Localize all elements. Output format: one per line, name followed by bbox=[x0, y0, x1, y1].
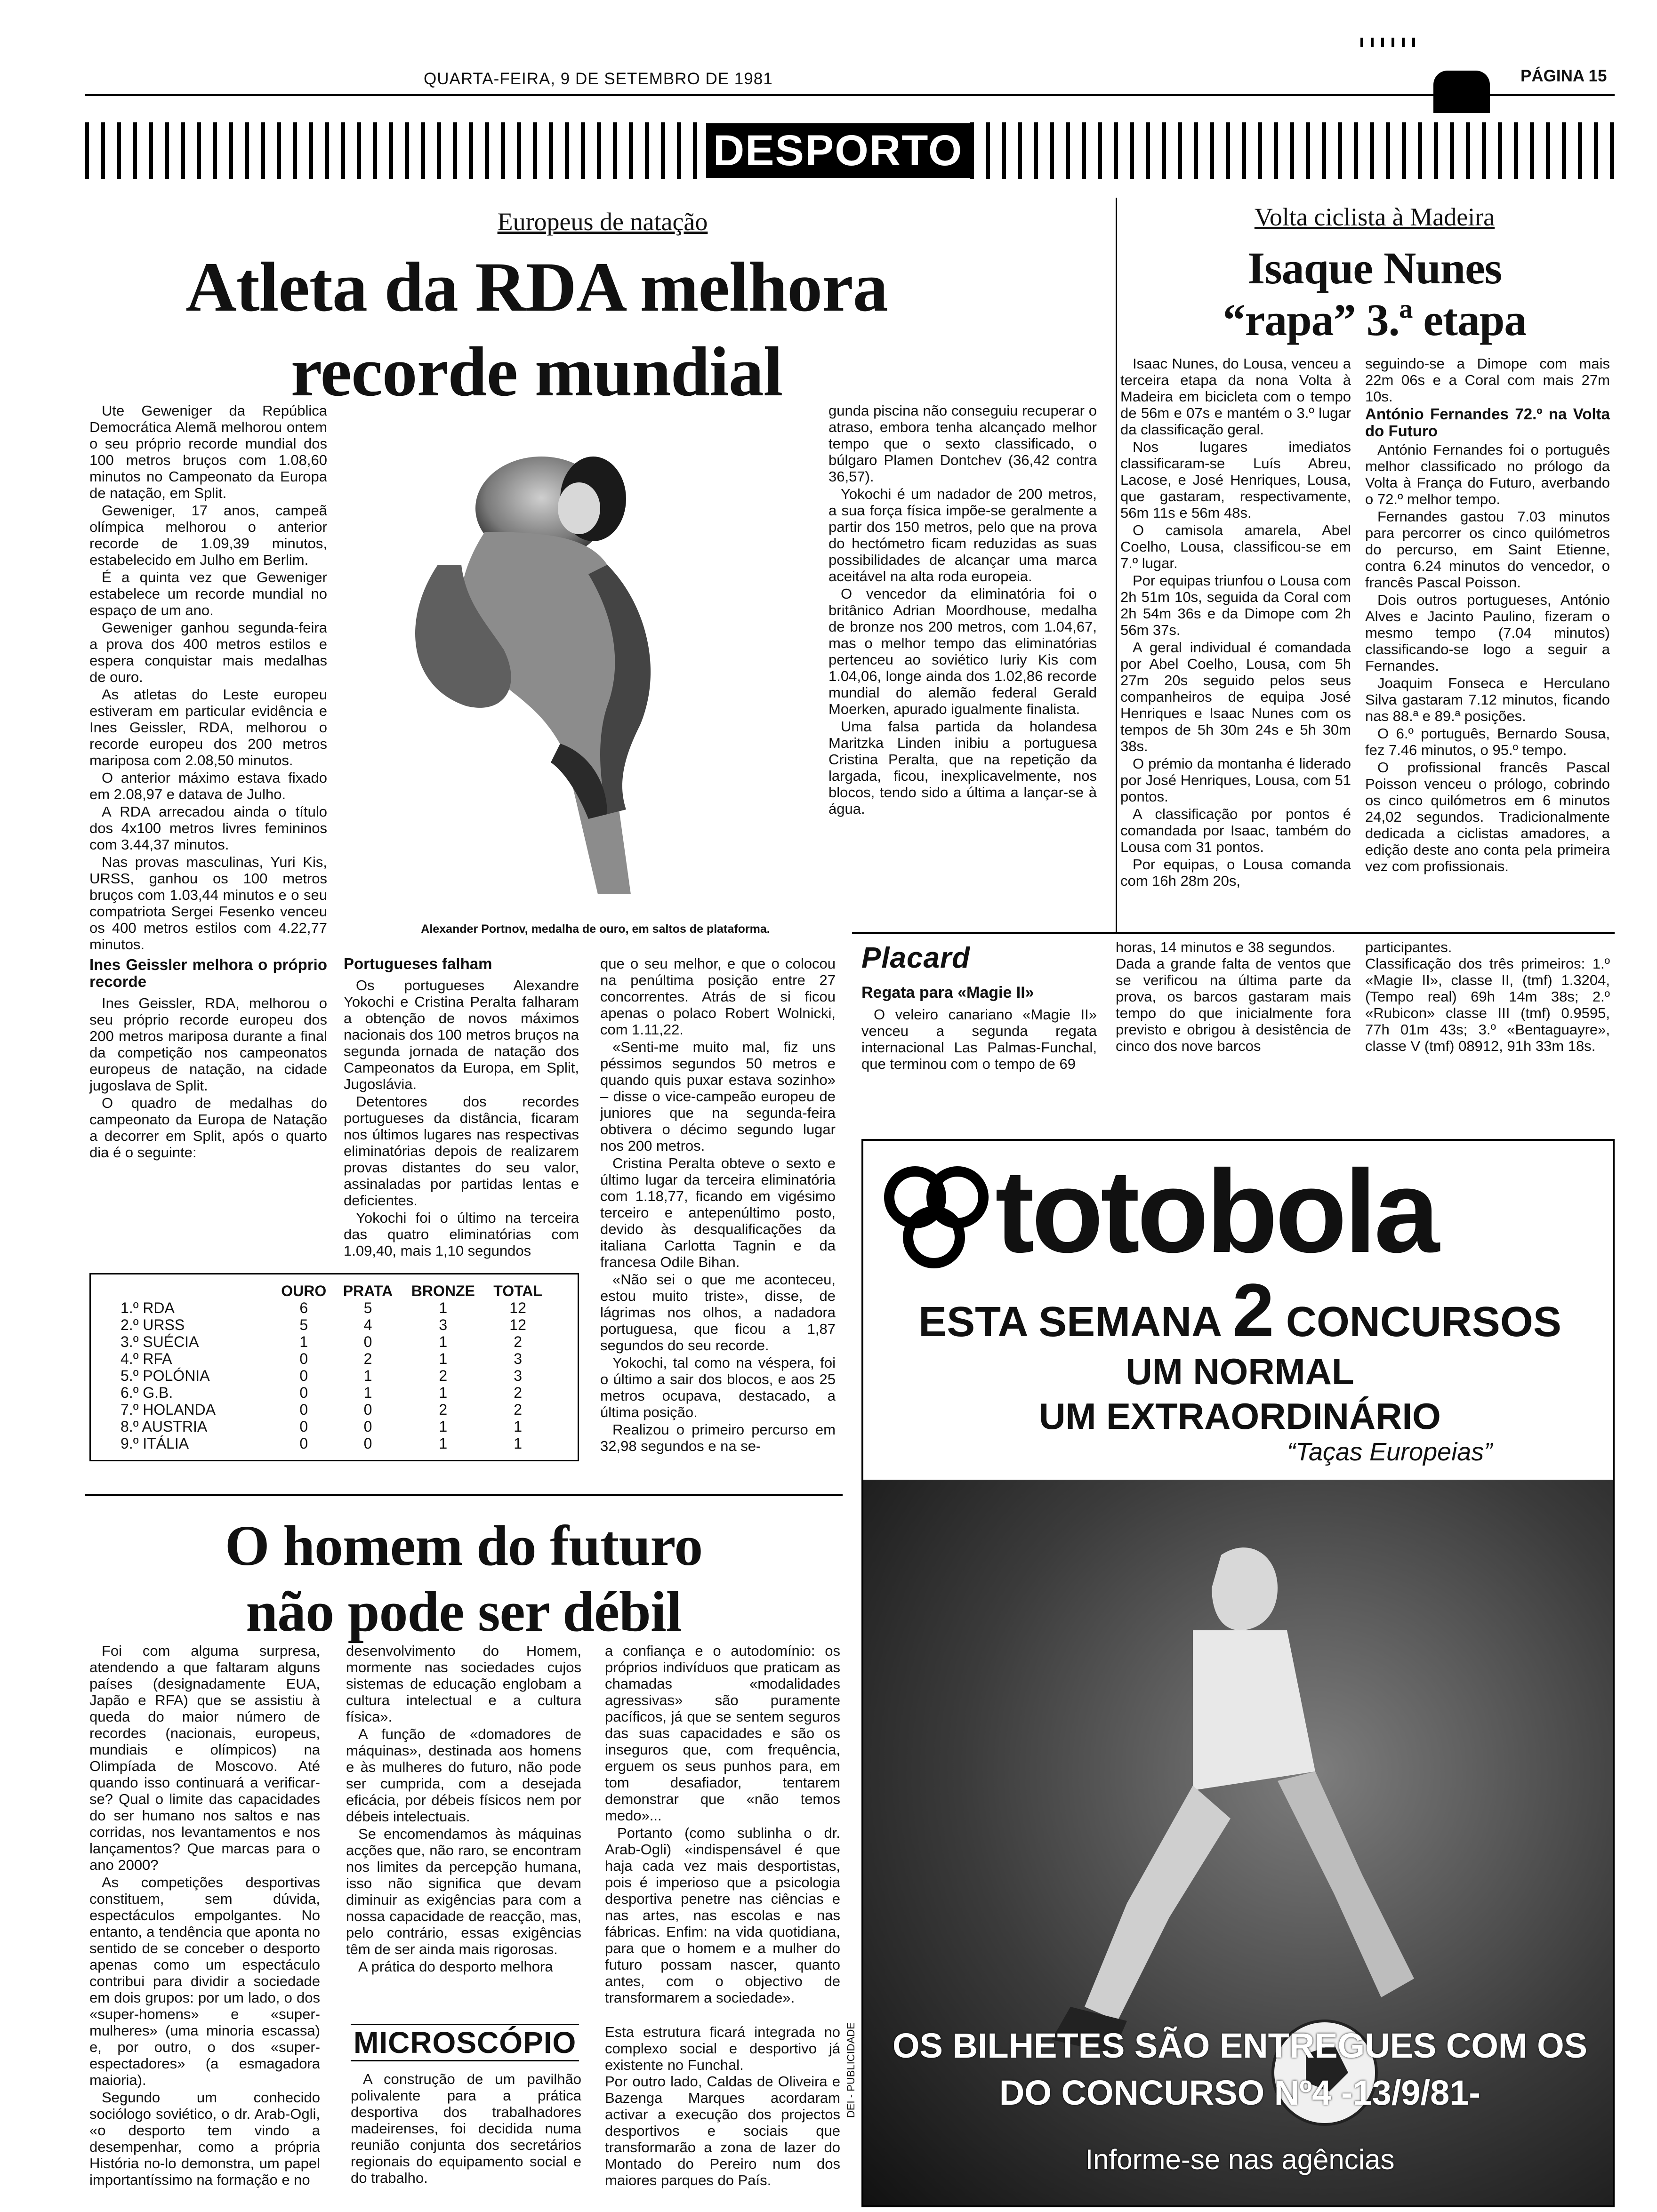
paragraph: Realizou o primeiro percurso em 32,98 segundos e na se- bbox=[600, 1421, 836, 1454]
cycling-headline-line1: Isaque Nunes bbox=[1247, 243, 1502, 293]
country: 7.º HOLANDA bbox=[121, 1401, 216, 1418]
swim-col1 bbox=[89, 402, 327, 1162]
paragraph: Por equipas triunfou o Lousa com 2h 51m 10s, seguida da Coral com 2h 54m 36s e da Dimope com 2h 56m 37s. bbox=[1120, 572, 1351, 638]
swim-subhead-geissler: Ines Geissler melhora o próprio recorde bbox=[89, 956, 327, 990]
silver: 0 bbox=[363, 1333, 372, 1350]
paragraph: Foi com alguma surpresa, atendendo a que faltaram alguns países (designadamente EUA, Japão e RFA) que se assistiu à queda do maior número de recordes (nacionais, europeus, mundiais e olímpicos) na Olimpíada de Moscovo. Até quando isso continuará a verificar-se? Qual o limite das capacidades do ser humano nos saltos e nas corridas, nos levantamentos e nos lançamentos? Que marcas para o ano 2000? bbox=[89, 1643, 320, 1873]
silver: 0 bbox=[363, 1435, 372, 1452]
swim-headline-line2: recorde mundial bbox=[290, 333, 783, 411]
ad-line-1b: 2 bbox=[1232, 1268, 1274, 1352]
paragraph: Geweniger, 17 anos, campeã olímpica melhorou o anterior recorde de 1.09,39 minutos, estabelecido em Julho em Berlim. bbox=[89, 502, 327, 568]
total: 1 bbox=[514, 1435, 522, 1452]
future-col1 bbox=[89, 1643, 320, 2189]
paragraph: «Não sei o que me aconteceu, estou muito triste», disse, de lágrimas nos olhos, a nadadora portuguesa, que ficou a 1,87 segundos do seu recorde. bbox=[600, 1271, 836, 1354]
silver: 5 bbox=[363, 1299, 372, 1316]
ad-line-2: UM NORMAL bbox=[1126, 1351, 1354, 1392]
paragraph: A geral individual é comandada por Abel Coelho, Lousa, com 5h 27m 20s seguido pelos seus companheiros de equipa José Henriques e Isaac Nunes com os tempos de 5h 30m 24s e 5h 30m 38s. bbox=[1120, 639, 1351, 754]
page-date: QUARTA-FEIRA, 9 DE SETEMBRO DE 1981 bbox=[424, 70, 773, 88]
country: 9.º ITÁLIA bbox=[121, 1435, 189, 1452]
totobola-ad bbox=[861, 1139, 1615, 2207]
section-band-left bbox=[85, 122, 706, 179]
table-row bbox=[118, 1401, 551, 1418]
future-col3 bbox=[605, 1643, 840, 2007]
country: 3.º SUÉCIA bbox=[121, 1333, 199, 1350]
total: 1 bbox=[514, 1418, 522, 1435]
gold: 6 bbox=[299, 1299, 308, 1316]
top-corner-mark bbox=[1360, 38, 1417, 47]
placard-col1: O veleiro canariano «Magie II» venceu a segunda regata internacional Las Palmas-Funchal, que terminou com o tempo de 69 bbox=[861, 1006, 1097, 1072]
paragraph: Se encomendamos às máquinas acções que, não raro, se encontram nos limites da percepção humana, isso não significa que devam diminuir as exigências para com a nossa capacidade de reacção, mas, pelo contrário, essas exigências têm de ser ainda mais rigorosas. bbox=[346, 1826, 581, 1957]
silver: 1 bbox=[363, 1384, 372, 1401]
total: 3 bbox=[514, 1367, 522, 1384]
gold: 0 bbox=[299, 1401, 308, 1418]
total: 12 bbox=[509, 1316, 526, 1333]
table-row bbox=[118, 1367, 551, 1384]
paragraph: A prática do desporto melhora bbox=[358, 1958, 553, 1975]
paragraph: Portanto (como sublinha o dr. Arab-Ogli) «indispensável é que haja cada vez mais desportistas, pois é imperioso que a psicologia desportiva penetre nas ciências e nas artes, nas escolas e nas fábricas. Enfim: na vida quotidiana, para que o homem e a mulher do futuro possam nascer, quanto antes, com o objectivo de transformarem a sociedade». bbox=[605, 1825, 840, 2006]
total: 2 bbox=[514, 1333, 522, 1350]
medal-table-header bbox=[118, 1282, 551, 1299]
paragraph: As atletas do Leste europeu estiveram em particular evidência e Ines Geissler, RDA, melhorou o recorde europeu dos 200 metros mariposa com 2.08,50 minutos. bbox=[89, 686, 327, 769]
paragraph: O quadro de medalhas do campeonato da Europa de Natação a decorrer em Split, após o quarto dia é o seguinte: bbox=[89, 1095, 327, 1161]
silver: 0 bbox=[363, 1401, 372, 1418]
medal-header-country bbox=[118, 1282, 273, 1299]
ad-line-1 bbox=[873, 1268, 1607, 1352]
cycling-subhead: António Fernandes 72.º na Volta do Futuro bbox=[1365, 405, 1610, 440]
paragraph: É a quinta vez que Geweniger estabelece um recorde mundial no espaço de um ano. bbox=[89, 569, 327, 618]
diver-photo bbox=[344, 424, 814, 918]
swim-col2 bbox=[828, 402, 1097, 818]
country: 5.º POLÓNIA bbox=[121, 1367, 210, 1384]
swim-headline-line1: Atleta da RDA melhora bbox=[185, 248, 888, 326]
table-row bbox=[118, 1384, 551, 1401]
paragraph: A classificação por pontos é comandada por Isaac, também do Lousa com 31 pontos. bbox=[1120, 806, 1351, 855]
ad-line-4: “Taças Europeias” bbox=[1287, 1438, 1493, 1466]
paragraph: A RDA arrecadou ainda o título dos 4x100 metros livres femininos com 3.44,37 minutos. bbox=[89, 803, 327, 853]
silver: 1 bbox=[363, 1367, 372, 1384]
paragraph: O prémio da montanha é liderado por José Henriques, Lousa, com 51 pontos. bbox=[1120, 755, 1351, 805]
bronze: 1 bbox=[439, 1350, 448, 1367]
cycling-col-b bbox=[1365, 355, 1610, 875]
micro-col1: A construção de um pavilhão polivalente para a prática desportiva dos trabalhadores madeirenses, foi decidida numa reunião conjunta dos secretários regionais do equipamento social e do trabalho. bbox=[351, 2071, 581, 2186]
paragraph: Os portugueses Alexandre Yokochi e Cristina Peralta falharam a obtenção de novos máximos nacionais dos 100 metros bruços na segunda jornada de natação dos Campeonatos da Europa, em Split, Jugoslávia. bbox=[344, 977, 579, 1092]
swim-col3 bbox=[344, 955, 579, 1260]
paragraph: «Senti-me muito mal, fiz uns péssimos segundos 50 metros e quando quis puxar estava sozinho» – disse o vice-campeão europeu de juniores que na segunda-feira obtivera o décimo segundo lugar nos 200 metros. bbox=[600, 1039, 836, 1154]
gold: 0 bbox=[299, 1418, 308, 1435]
paragraph: Ines Geissler, RDA, melhorou o seu próprio recorde europeu dos 200 metros mariposa durante a final da competição nos campeonatos europeus de natação, na cidade jugoslava de Split. bbox=[89, 995, 327, 1094]
section-band-right bbox=[970, 122, 1615, 179]
ad-line-7: Informe-se nas agências bbox=[1085, 2144, 1395, 2175]
total: 2 bbox=[514, 1384, 522, 1401]
placard-col2: horas, 14 minutos e 38 segundos. Dada a grande falta de ventos que se verificou na última parte da prova, os barcos gastaram mais tempo do que inicialmente fora previsto e obrigou à desistência de cinco dos nove barcos bbox=[1116, 939, 1351, 1054]
paragraph: Isaac Nunes, do Lousa, venceu a terceira etapa da nona Volta à Madeira em bicicleta com o tempo de 56m e 07s e mantém o 3.º lugar da classificação geral. bbox=[1120, 355, 1351, 438]
future-headline-line2: não pode ser débil bbox=[246, 1580, 682, 1643]
section-banner bbox=[706, 123, 970, 178]
cycling-headline bbox=[1125, 242, 1624, 346]
country: 1.º RDA bbox=[121, 1299, 175, 1316]
paragraph: A função de «domadores de máquinas», destinada aos homens e às mulheres do futuro, não pode ser cumprida, com a desejada eficácia, por débeis físicos nem por débeis intelectuais. bbox=[346, 1726, 581, 1825]
medal-header-silver: PRATA bbox=[343, 1282, 393, 1299]
paragraph: António Fernandes foi o português melhor classificado no prólogo da Volta à França do Futuro, averbando o 72.º melhor tempo. bbox=[1365, 441, 1610, 507]
paragraph: Uma falsa partida da holandesa Maritzka Linden inibiu a portuguesa Cristina Peralta, que na repetição da largada, ficou, inexplicavelmente, nos blocos, tendo sido a última a lançar-se à água. bbox=[828, 718, 1097, 817]
ad-line-3: UM EXTRAORDINÁRIO bbox=[1039, 1395, 1441, 1437]
diver-photo-drawing bbox=[344, 424, 814, 918]
bronze: 2 bbox=[439, 1401, 448, 1418]
future-headline-line1: O homem do futuro bbox=[225, 1514, 703, 1578]
total: 2 bbox=[514, 1401, 522, 1418]
bronze: 1 bbox=[439, 1299, 448, 1316]
column-divider bbox=[1116, 198, 1117, 932]
ad-line-1c: CONCURSOS bbox=[1286, 1298, 1561, 1346]
paragraph: Ute Geweniger da República Democrática Alemã melhorou ontem o seu próprio recorde mundial dos 100 metros bruços com 1.08,60 minutos no Campeonato da Europa de natação, em Split. bbox=[89, 402, 327, 501]
total: 3 bbox=[514, 1350, 522, 1367]
placard-col3: participantes. Classificação dos três primeiros: 1.º «Magie II», classe II, (tmf) 1.3204, (Tempo real) 69h 14m 38s; 2.º «Rubicon» classe III (tmf) 0.9595, 77h 01m 43s; 3.º «Bentaguayre», classe V (tmf) 08912, 91h 33m 18s. bbox=[1365, 939, 1610, 1054]
ball-icon bbox=[877, 1160, 990, 1273]
silver: 2 bbox=[363, 1350, 372, 1367]
totobola-logo-icon bbox=[877, 1160, 990, 1273]
paragraph: Dois outros portugueses, António Alves e Jacinto Paulino, fizeram o mesmo tempo (7.04 minutos) classificando-se logo a seguir a Fernandes. bbox=[1365, 592, 1610, 674]
total: 12 bbox=[509, 1299, 526, 1316]
medal-header-total: TOTAL bbox=[493, 1282, 542, 1299]
bronze: 2 bbox=[439, 1367, 448, 1384]
bronze: 1 bbox=[439, 1435, 448, 1452]
gold: 0 bbox=[299, 1435, 308, 1452]
table-row bbox=[118, 1435, 551, 1452]
swim-subhead-portugueses: Portugueses falham bbox=[344, 955, 492, 972]
bronze: 3 bbox=[439, 1316, 448, 1333]
paragraph: Fernandes gastou 7.03 minutos para percorrer os cinco quilómetros do percurso, em Saint Etienne, contra 6.24 minutos do vencedor, o francês Pascal Poisson. bbox=[1365, 508, 1610, 591]
totobola-logo: totobola bbox=[995, 1146, 1437, 1277]
placard-top-rule bbox=[852, 932, 1615, 934]
micro-logo: MICROSCÓPIO bbox=[351, 2024, 579, 2061]
gold: 1 bbox=[299, 1333, 308, 1350]
paragraph: As competições desportivas constituem, sem dúvida, espectáculos empolgantes. No entanto, a tendência que aponta no sentido de se conceber o desporto apenas como um espectáculo contribui para dividir a sociedade em dois grupos: por um lado, o dos «super-homens» e «super-mulheres» (uma minoria escassa) e, por outro, o dos «super-espectadores» (a esmagadora maioria). bbox=[89, 1874, 320, 2088]
gold: 0 bbox=[299, 1384, 308, 1401]
gold: 5 bbox=[299, 1316, 308, 1333]
paragraph: Yokochi é um nadador de 200 metros, a sua força física impõe-se geralmente a partir dos 150 metros, pelo que na prova do hectómetro ficam reduzidas as suas possibilidades de alcançar uma marca aceitável na alta roda europeia. bbox=[828, 486, 1097, 585]
cycling-kicker: Volta ciclista à Madeira bbox=[1254, 203, 1495, 231]
paragraph: Segundo um conhecido sociólogo soviético, o dr. Arab-Ogli, «o desporto tem vindo a desempenhar, como a própria História no-lo demonstra, um papel importantíssimo na formação e no bbox=[89, 2089, 320, 2188]
silver: 0 bbox=[363, 1418, 372, 1435]
paragraph: Cristina Peralta obteve o sexto e último lugar da terceira eliminatória com 1.18,77, ficando em vigésimo terceiro e antepenúltimo posto, devido às desqualificações da italiana Carlotta Tagnin e da francesa Odile Bihan. bbox=[600, 1155, 836, 1270]
table-row bbox=[118, 1316, 551, 1333]
country: 6.º G.B. bbox=[121, 1384, 173, 1401]
paragraph: Nos lugares imediatos classificaram-se Luís Abreu, Lacose, e José Henriques, Lousa, que gastaram, respectivamente, 56m 11s e 56m 48s. bbox=[1120, 439, 1351, 521]
future-col2 bbox=[346, 1643, 581, 1976]
paragraph: gunda piscina não conseguiu recuperar o atraso, embora tenha alcançado melhor tempo que o sexto classificado, o búlgaro Plamen Dontchev (36,42 contra 36,57). bbox=[828, 402, 1097, 485]
paragraph: O camisola amarela, Abel Coelho, Lousa, classificou-se em 7.º lugar. bbox=[1120, 522, 1351, 571]
ad-line-1a: ESTA SEMANA bbox=[918, 1298, 1221, 1346]
ad-line-6: DO CONCURSO Nº4 -13/9/81- bbox=[999, 2073, 1481, 2112]
bronze: 1 bbox=[439, 1418, 448, 1435]
swim-headline bbox=[89, 245, 1219, 414]
ad-side-credit: DEI - PUBLICIDADE bbox=[845, 2022, 857, 2118]
section-title: DESPORTO bbox=[713, 126, 963, 175]
swim-col4 bbox=[600, 955, 836, 1455]
paragraph: Nas provas masculinas, Yuri Kis, URSS, ganhou os 100 metros bruços com 1.03,44 minutos e o seu compatriota Sergei Fesenko venceu os 400 metros estilos com 4.22,77 minutos. bbox=[89, 854, 327, 953]
paragraph: que o seu melhor, e que o colocou na penúltima posição entre 27 concorrentes. Atrás de si ficou apenas o polaco Robert Wolnicki, com 1.11,22. bbox=[600, 955, 836, 1038]
bronze: 1 bbox=[439, 1333, 448, 1350]
paragraph: seguindo-se a Dimope com mais 22m 06s e a Coral com mais 27m 10s. bbox=[1365, 355, 1610, 405]
paragraph: O 6.º português, Bernardo Sousa, fez 7.46 minutos, o 95.º tempo. bbox=[1365, 725, 1610, 758]
paragraph: Yokochi, tal como na véspera, foi o último a sair dos blocos, e aos 25 metros ocupava, destacado, a última posição. bbox=[600, 1354, 836, 1420]
paragraph: Detentores dos recordes portugueses da distância, ficaram nos últimos lugares nas respectivas eliminatórias depois de realizarem provas distantes do seu valor, assinaladas por partidas lentas e deficientes. bbox=[344, 1093, 579, 1209]
page-number: PÁGINA 15 bbox=[1520, 67, 1607, 85]
medal-header-gold: OURO bbox=[281, 1282, 327, 1299]
table-row bbox=[118, 1333, 551, 1350]
future-headline bbox=[89, 1513, 838, 1645]
silver: 4 bbox=[363, 1316, 372, 1333]
cycling-col-a bbox=[1120, 355, 1351, 890]
swim-kicker: Europeus de natação bbox=[497, 208, 708, 236]
photo-caption: Alexander Portnov, medalha de ouro, em saltos de plataforma. bbox=[421, 922, 770, 936]
paragraph: O anterior máximo estava fixado em 2.08,97 e datava de Julho. bbox=[89, 769, 327, 802]
table-row bbox=[118, 1350, 551, 1367]
paragraph: O vencedor da eliminatória foi o britânico Adrian Moordhouse, medalha de bronze nos 200 metros, com 1.04,67, mas o melhor tempo das eliminatórias pertenceu ao soviético Iuriy Kis com 1.04,06, longe ainda dos 1.02,86 recorde mundial do alemão federal Gerald Moerken, apurado igualmente finalista. bbox=[828, 585, 1097, 717]
paragraph: desenvolvimento do Homem, mormente nas sociedades cujos sistemas de educação englobam a cultura intelectual e a cultura física». bbox=[346, 1643, 581, 1725]
paragraph: Joaquim Fonseca e Herculano Silva gastaram 7.12 minutos, ficando nas 88.ª e 89.ª posições. bbox=[1365, 675, 1610, 724]
ad-line-5: OS BILHETES SÃO ENTREGUES COM OS bbox=[892, 2026, 1588, 2065]
placard-title: Regata para «Magie II» bbox=[861, 984, 1034, 1002]
placard-logo: Placard bbox=[861, 942, 971, 974]
future-top-rule bbox=[85, 1494, 843, 1496]
gold: 0 bbox=[299, 1350, 308, 1367]
paragraph: Por equipas, o Lousa comanda com 16h 28m 20s, bbox=[1120, 856, 1351, 889]
page-tab-mark bbox=[1433, 71, 1490, 113]
country: 8.º AUSTRIA bbox=[121, 1418, 208, 1435]
paragraph: Yokochi foi o último na terceira das quatro eliminatórias com 1.09,40, mais 1,10 segundos bbox=[344, 1210, 579, 1259]
paragraph: a confiança e o autodomínio: os próprios indivíduos que praticam as chamadas «modalidades agressivas» são puramente pacíficos, já que se sentem seguros das suas capacidades e são os inseguros que, com frequência, erguem os seus punhos para, em tom desafiador, tentarem demonstrar que «não temos medo»... bbox=[605, 1643, 840, 1824]
table-row bbox=[118, 1299, 551, 1316]
micro-col2: Esta estrutura ficará integrada no complexo social e desportivo já existente no Funchal. Por outro lado, Caldas de Oliveira e Bazenga Marques acordaram activar a execução dos projectos desportivos e sociais que transformarão a zona de lazer do Montado do Pereiro num dos maiores parques do País. bbox=[605, 2024, 840, 2188]
country: 4.º RFA bbox=[121, 1350, 172, 1367]
medal-header-bronze: BRONZE bbox=[411, 1282, 475, 1299]
masthead-rule bbox=[85, 94, 1615, 96]
gold: 0 bbox=[299, 1367, 308, 1384]
medal-table bbox=[118, 1282, 551, 1452]
paragraph: O profissional francês Pascal Poisson venceu o prólogo, cobrindo os cinco quilómetros em 6 minutos 24,02 segundos. Tradicionalmente dedicada a ciclistas amadores, a edição deste ano conta pela primeira vez com profissionais. bbox=[1365, 759, 1610, 874]
bronze: 1 bbox=[439, 1384, 448, 1401]
cycling-headline-line2: “rapa” 3.ª etapa bbox=[1223, 295, 1527, 345]
country: 2.º URSS bbox=[121, 1316, 185, 1333]
paragraph: Geweniger ganhou segunda-feira a prova dos 400 metros estilos e espera conquistar mais medalhas de ouro. bbox=[89, 619, 327, 685]
table-row bbox=[118, 1418, 551, 1435]
